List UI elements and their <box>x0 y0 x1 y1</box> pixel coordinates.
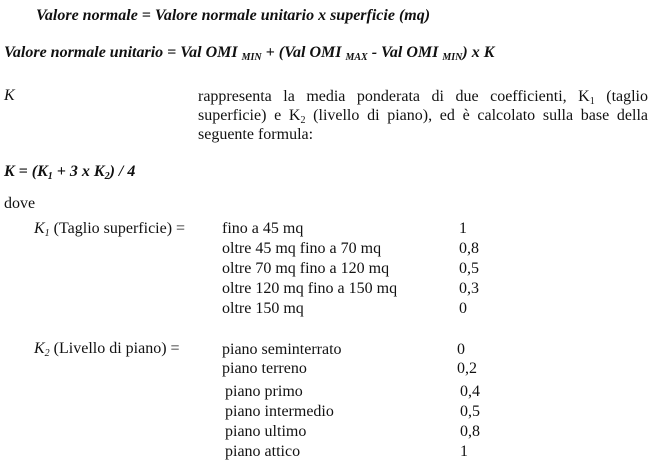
k2-row-range: piano seminterrato <box>222 341 342 358</box>
formula2-sub-min2: MIN <box>442 52 463 63</box>
formula2-eq: = <box>163 44 181 61</box>
formula2-part1: Val OMI <box>180 44 242 61</box>
formula2-part2: + (Val OMI <box>261 44 346 61</box>
k-term: K <box>4 87 15 104</box>
k-def-sub-1: 1 <box>589 96 595 107</box>
formula1-eq: = <box>137 7 155 24</box>
k2-row-range: piano ultimo <box>225 423 307 440</box>
formula2-part4: ) x K <box>462 44 495 61</box>
k1-row-value: 1 <box>459 220 467 237</box>
k1-row-range: oltre 150 mq <box>222 300 304 317</box>
formula2-lhs: Valore normale unitario <box>4 44 164 61</box>
k1-row-range: oltre 120 mq fino a 150 mq <box>222 280 398 297</box>
formula-valore-normale <box>36 7 430 25</box>
k1-row-range: oltre 70 mq fino a 120 mq <box>222 260 390 277</box>
k2-label-k: K <box>34 340 45 357</box>
k-def-sub-2: 2 <box>300 115 306 126</box>
formula3-part2: + 3 x K <box>52 163 105 180</box>
k1-row-range: oltre 45 mq fino a 70 mq <box>222 240 382 257</box>
k1-label-k: K <box>34 220 45 237</box>
k1-row-value: 0,3 <box>459 280 479 297</box>
k2-row-range: piano intermedio <box>225 403 334 420</box>
formula-k <box>4 163 135 181</box>
k2-label-text: (Livello di piano) = <box>49 340 180 357</box>
dove-label: dove <box>4 195 36 212</box>
formula1-rhs: Valore normale unitario x superficie (mq) <box>154 7 431 24</box>
k-def-part-c: (livello di piano), ed è calcolato sulla base della seguente formula: <box>198 107 649 143</box>
formula2-sub-max: MAX <box>345 52 368 63</box>
k1-label-sub: 1 <box>44 228 50 239</box>
formula3-part3: ) / 4 <box>109 163 136 180</box>
k-definition-text <box>198 87 648 144</box>
formula2-sub-min: MIN <box>241 52 262 63</box>
k2-row-range: piano attico <box>225 443 301 460</box>
k2-row-value: 0,2 <box>457 360 477 377</box>
k2-row-range: piano primo <box>225 383 303 400</box>
k2-row-value: 0 <box>457 341 465 358</box>
k2-row-value: 0,5 <box>460 403 480 420</box>
k1-row-value: 0 <box>459 300 467 317</box>
k2-row-value: 0,4 <box>460 383 480 400</box>
formula-valore-normale-unitario <box>4 44 494 62</box>
k2-row-value: 0,8 <box>460 423 480 440</box>
k1-label <box>34 220 185 238</box>
k-def-part-a: rappresenta la media ponderata di due coefficienti, K <box>198 88 590 105</box>
k2-label <box>34 340 180 358</box>
formula3-sub-2: 2 <box>104 171 110 182</box>
formula2-part3: - Val OMI <box>367 44 443 61</box>
k2-row-range: piano terreno <box>222 360 307 377</box>
formula1-lhs: Valore normale <box>36 7 138 24</box>
k1-row-value: 0,8 <box>459 240 479 257</box>
k2-label-sub: 2 <box>44 348 50 359</box>
k1-row-range: fino a 45 mq <box>222 220 304 237</box>
k1-row-value: 0,5 <box>459 260 479 277</box>
k2-row-value: 1 <box>460 443 468 460</box>
formula3-sub-1: 1 <box>47 171 53 182</box>
k1-label-text: (Taglio superficie) = <box>49 220 186 237</box>
k-def-part-b: (taglio superficie) e K <box>198 88 648 124</box>
formula3-part1: K = (K <box>4 163 48 180</box>
